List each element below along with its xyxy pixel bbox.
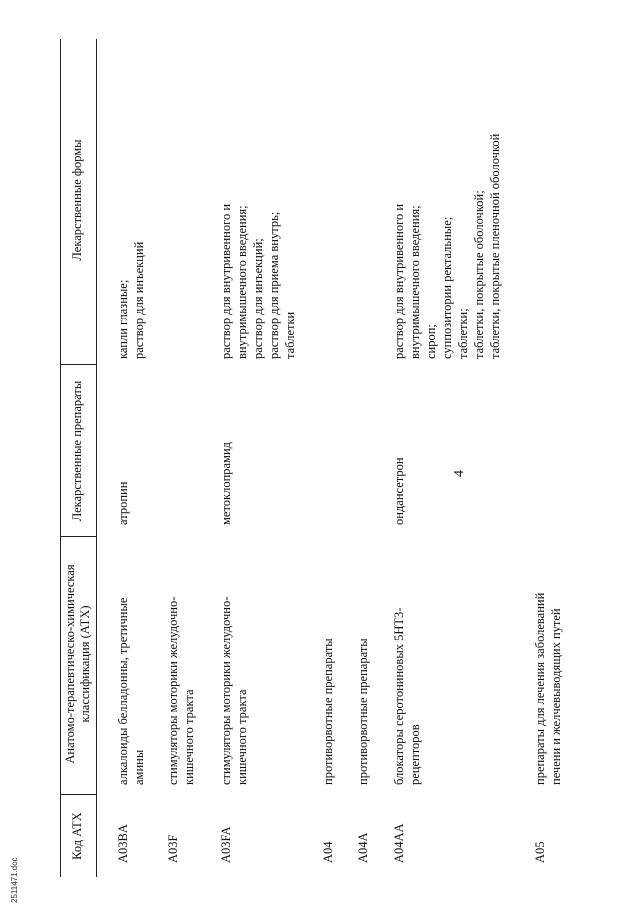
header-bottom-rule <box>96 39 97 877</box>
table-row-classification: блокаторы серотониновых 5HT3- рецепторов <box>392 607 422 785</box>
table-row-classification: противорвотные препараты <box>321 638 335 785</box>
table-row-forms: раствор для внутривенного и внутримышечного введения; сироп; суппозитории ректальные; таблетки; таблетки, покрытые оболочкой; таблетки, покрытые пленочной оболочкой <box>392 133 502 359</box>
table-row-code: A03F <box>166 834 180 863</box>
table-row-code: A04A <box>356 832 370 863</box>
table-row-classification: препараты для лечения заболеваний печени и желчевыводящих путей <box>533 592 563 785</box>
table-row-drug: метоклопрамид <box>219 441 233 525</box>
table-row-classification: стимуляторы моторики желудочно- кишечного тракта <box>219 596 249 785</box>
table-row-forms: капли глазные; раствор для инъекций <box>116 241 146 359</box>
table-row-classification: противорвотные препараты <box>356 638 370 785</box>
table-row-classification: стимуляторы моторики желудочно- кишечного тракта <box>166 596 196 785</box>
table-row-forms: раствор для внутривенного и внутримышечного введения; раствор для инъекций; раствор для приема внутрь; таблетки <box>219 203 297 359</box>
table-row-code: A05 <box>533 841 547 863</box>
table-row-code: A04 <box>321 841 335 863</box>
column-divider-2 <box>60 536 96 537</box>
page-number: 4 <box>452 470 467 477</box>
table-row-drug: атропин <box>116 481 130 525</box>
header-classification: Анатомо-терапевтическо-химическая классификация (АТХ) <box>63 564 92 764</box>
header-drugs: Лекарственные препараты <box>70 380 84 522</box>
table-row-code: A04AA <box>392 823 406 863</box>
table-row-code: A03FA <box>219 826 233 863</box>
table-row-drug: ондансетрон <box>392 457 406 525</box>
header-code: Код АТХ <box>70 812 84 860</box>
table-row-classification: алкалоиды белладонны, третичные амины <box>116 597 146 785</box>
column-divider-3 <box>60 364 96 365</box>
document-reference: 2511471.doc <box>10 857 19 903</box>
table-top-rule <box>60 39 61 877</box>
table-row-code: A03BA <box>116 824 130 863</box>
header-forms: Лекарственные формы <box>70 139 84 261</box>
